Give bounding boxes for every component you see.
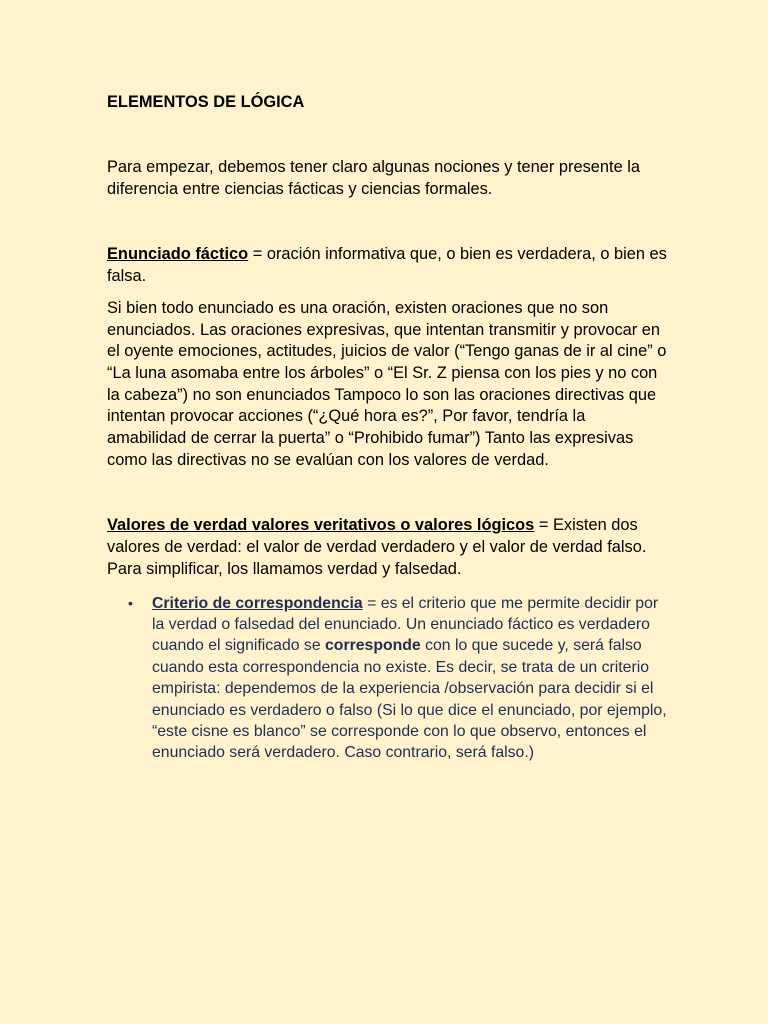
- intro-paragraph: Para empezar, debemos tener claro algunas nociones y tener presente la diferencia entre ciencias fácticas y ciencias formales.: [107, 158, 641, 198]
- bullet-list: [107, 593, 667, 764]
- definition-enunciado-factico-text: = oración informativa que, o bien es verdadera, o bien es falsa.: [107, 245, 667, 286]
- body-paragraph: Si bien todo enunciado es una oración, existen oraciones que no son enunciados. Las oraciones expresivas, que intentan transmitir y provocar en el oyente emociones, actitudes, juicios de valor (“Tengo ganas de ir al cine” o “La luna asomaba entre los árboles” o “El Sr. Z piensa con los pies y no con la cabeza”) no son enunciados Tampoco lo son las oraciones directivas que intentan provocar acciones (“¿Qué hora es?”, Por favor, tendría la amabilidad de cerrar la puerta” o “Prohibido fumar”) Tanto las expresivas como las directivas no se evalúan con los valores de verdad.: [107, 298, 667, 469]
- term-criterio-de-correspondencia: Criterio de correspondencia: [152, 594, 363, 612]
- bullet-text-after-bold: con lo que sucede y, será falso cuando esta correspondencia no existe. Es decir, se trata de un criterio empirista: dependemos de la experiencia /observación para decidir si el enunciado es verdadero o falso (Si lo que dice el enunciado, por ejemplo, “este cisne es blanco” se corresponde con lo que observo, entonces el enunciado será verdadero. Caso contrario, será falso.): [152, 637, 667, 762]
- definition-enunciado-factico: [107, 244, 667, 287]
- definition-valores-de-verdad: [107, 515, 667, 580]
- definition-valores-de-verdad-text: = Existen dos valores de verdad: el valor de verdad verdadero y el valor de verdad falso. Para simplificar, los llamamos verdad y falsedad.: [107, 516, 647, 578]
- term-valores-de-verdad: Valores de verdad valores veritativos o valores lógicos: [107, 516, 535, 535]
- document-title: ELEMENTOS DE LÓGICA: [107, 93, 305, 111]
- bullet-text-before-bold: = es el criterio que me permite decidir por la verdad o falsedad del enunciado. Un enunciado fáctico es verdadero cuando el significado se: [152, 594, 659, 655]
- term-enunciado-factico: Enunciado fáctico: [107, 245, 249, 264]
- bullet-marker: •: [128, 594, 133, 611]
- document-content: [107, 92, 667, 764]
- bullet-criterio-de-correspondencia: [107, 593, 667, 764]
- bullet-bold-word: corresponde: [325, 637, 421, 655]
